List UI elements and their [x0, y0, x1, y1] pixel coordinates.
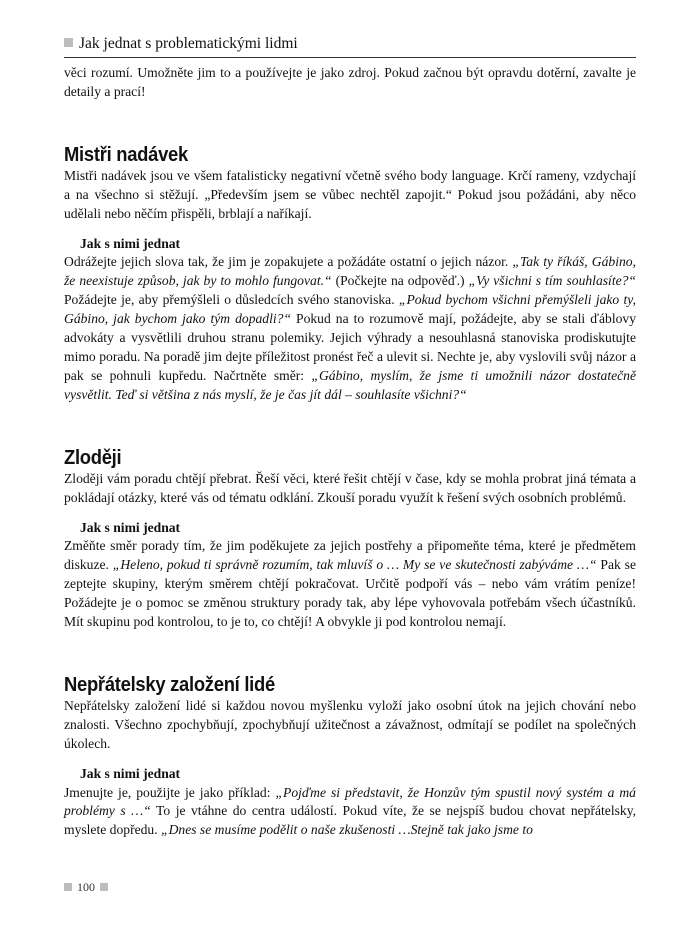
subheading: Jak s nimi jednat: [80, 765, 181, 781]
section-mistri-nadavek: [64, 144, 636, 405]
section-zlodeji: [64, 447, 636, 632]
footer-square-icon: [100, 883, 108, 891]
running-header: [64, 34, 636, 58]
section-heading: Mistři nadávek: [64, 143, 188, 166]
footer-square-icon: [64, 883, 72, 891]
header-title: Jak jednat s problematickými lidmi: [79, 35, 298, 52]
section-nepratelsky-zalozeni: [64, 674, 636, 840]
subheading: Jak s nimi jednat: [80, 519, 181, 535]
page-footer: [64, 880, 113, 895]
section-body: Mistři nadávek jsou ve všem fatalisticky negativní včetně svého body language. Krčí rameny, vzdychají a na všechno si stěžují. „Především jsem se vůbec nechtěl zapojit.“ Pokud jsou požádáni, aby něco udělali nebo něčím přispěli, brblají a naříkají.: [64, 167, 636, 221]
header-square-icon: [64, 38, 73, 47]
subheading: Jak s nimi jednat: [80, 235, 181, 251]
section-heading: Zloději: [64, 446, 122, 469]
advice-paragraph: Změňte směr porady tím, že jim poděkujete za jejich postřehy a připomeňte téma, které je předmětem diskuze. „Heleno, pokud ti správně rozumím, tak mluvíš o … My se ve skutečnosti zabýváme …“ Pak se zeptejte skupiny, kterým směrem chtějí pokračovat. Určitě podpoří vás – nebo vám vrátím peníze! Požádejte je o pomoc se změnou struktury porady tak, aby lépe vyhovovala potřebám všech účastníků. Mít skupinu pod kontrolou, to je to, co chtějí! A obvykle ji pod kontrolou nemají.: [64, 538, 636, 630]
advice-paragraph: Jmenujte je, použijte je jako příklad: „Pojďme si představit, že Honzův tým spustil nový systém a má problémy s …“ To je vtáhne do centra událostí. Pokud víte, že se nejspíš budou chovat nepřátelsky, myslete dopředu. „Dnes se musíme podělit o naše zkušenosti …Stejně tak jako jsme to: [64, 784, 637, 838]
section-heading: Nepřátelsky založení lidé: [64, 673, 275, 696]
intro-paragraph: věci rozumí. Umožněte jim to a používejte je jako zdroj. Pokud začnou být opravdu dotěrní, zavalte je detaily a prací!: [64, 65, 636, 99]
page-content: [64, 64, 636, 840]
section-body: Zloději vám poradu chtějí přebrat. Řeší věci, které řešit chtějí v čase, kdy se mohla probrat jiná témata a pokládají otázky, které vás od tématu odklání. Zkouší poradu využít k řešení svých osobních problémů.: [64, 470, 636, 505]
section-body: Nepřátelsky založení lidé si každou novou myšlenku vyloží jako osobní útok na jejich chování nebo znalosti. Všechno zpochybňují, zpochybňují užitečnost a závažnost, odmítají se podílet na společných úkolech.: [64, 697, 636, 751]
advice-paragraph: Odrážejte jejich slova tak, že jim je zopakujete a požádáte ostatní o jejich názor. „Tak ty říkáš, Gábino, že neexistuje způsob, jak by to mohlo fungovat.“ (Počkejte na odpověď.) „Vy všichni s tím souhlasíte?“ Požádejte je, aby přemýšleli o důsledcích svého stanoviska. „Pokud bychom všichni přemýšleli jako ty, Gábino, jak bychom jako tým dopadli?“ Pokud na to rozumově mají, požádejte, aby se stali ďáblovy advokáty a vysvětlili druhou stranu polemiky. Jejich výhrady a nesouhlasná stanoviska prodiskutujte mimo poradu. Na poradě jim dejte příležitost pronést řeč a ulevit si. Nechte je, aby vyslovili svůj názor a pak se pohnuli kupředu. Načrtněte směr: „Gábino, myslím, že jsme ti umožnili názor dostatečně vysvětlit. Teď si většina z nás myslí, že je čas jít dál – souhlasíte všichni?“: [64, 254, 636, 402]
page-number: 100: [77, 880, 95, 894]
